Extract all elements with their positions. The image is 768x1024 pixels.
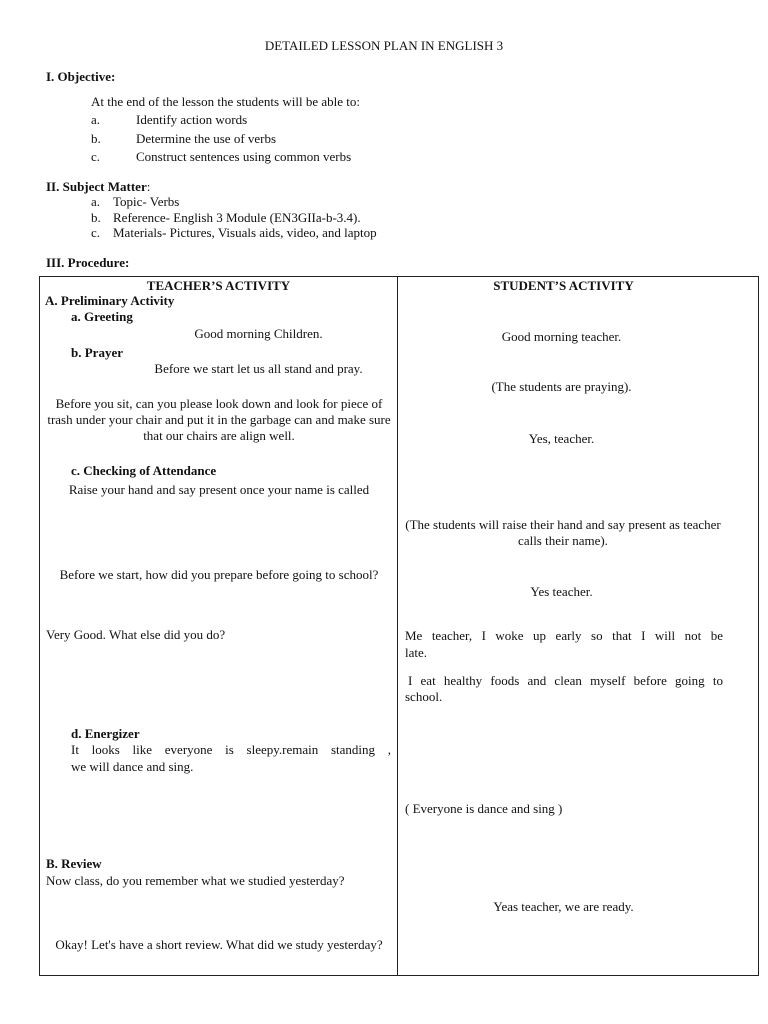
- attendance-instruction: Raise your hand and say present once your name is called: [68, 482, 370, 497]
- student-activity-header: STUDENT’S ACTIVITY: [493, 278, 634, 293]
- student-healthy-line2: school.: [405, 689, 443, 704]
- subject-matter-colon: :: [146, 179, 151, 194]
- very-good-question: Very Good. What else did you do?: [46, 627, 226, 642]
- student-yes-teacher: Yes, teacher.: [528, 431, 595, 446]
- greeting-text: Good morning Children.: [194, 326, 323, 341]
- objective-item-b: Determine the use of verbs: [136, 131, 277, 146]
- prepare-question: Before we start, how did you prepare before going to school?: [59, 567, 379, 582]
- objective-item-a: Identify action words: [136, 112, 248, 127]
- greeting-heading: a. Greeting: [71, 309, 133, 324]
- energizer-text-line1: It looks like everyone is sleepy.remain standing ,: [71, 742, 391, 757]
- student-healthy-line1: I eat healthy foods and clean myself before going to: [408, 673, 723, 688]
- student-yes-teacher-2: Yes teacher.: [530, 584, 593, 599]
- subject-item-reference: Reference- English 3 Module (EN3GIIa-b-3.4).: [113, 210, 361, 225]
- review-question: Now class, do you remember what we studied yesterday?: [46, 873, 345, 888]
- objective-item-marker-c: c.: [91, 149, 101, 164]
- procedure-heading: III. Procedure:: [46, 255, 130, 270]
- energizer-heading: d. Energizer: [71, 726, 140, 741]
- subject-matter-heading: II. Subject Matter: [46, 179, 147, 194]
- attendance-heading: c. Checking of Attendance: [71, 463, 217, 478]
- review-heading: B. Review: [46, 856, 102, 871]
- student-praying: (The students are praying).: [491, 379, 632, 394]
- student-ready: Yeas teacher, we are ready.: [493, 899, 634, 914]
- student-dance: ( Everyone is dance and sing ): [405, 801, 563, 816]
- subject-item-marker-b: b.: [91, 210, 101, 225]
- prayer-text: Before we start let us all stand and pray.: [154, 361, 363, 376]
- objective-heading: I. Objective:: [46, 69, 116, 84]
- subject-item-topic: Topic- Verbs: [113, 194, 180, 209]
- subject-item-marker-c: c.: [91, 225, 101, 240]
- student-woke-up-line1: Me teacher, I woke up early so that I will not be: [405, 628, 723, 643]
- prayer-heading: b. Prayer: [71, 345, 123, 360]
- objective-item-marker-a: a.: [91, 112, 101, 127]
- energizer-text-line2: we will dance and sing.: [71, 759, 194, 774]
- subject-matter-heading-line: [46, 179, 150, 195]
- objective-intro: At the end of the lesson the students will be able to:: [91, 94, 360, 109]
- teacher-activity-header: TEACHER’S ACTIVITY: [146, 278, 291, 293]
- student-woke-up-line2: late.: [405, 645, 428, 660]
- student-greeting-reply: Good morning teacher.: [501, 329, 622, 344]
- subject-item-materials: Materials- Pictures, Visuals aids, video, and laptop: [113, 225, 377, 240]
- objective-item-c: Construct sentences using common verbs: [136, 149, 352, 164]
- subject-item-marker-a: a.: [91, 194, 101, 209]
- trash-instruction: Before you sit, can you please look down and look for piece of trash under your chair and put it in the garbage can and make sure that our chairs are align well.: [47, 396, 391, 443]
- document-title: DETAILED LESSON PLAN IN ENGLISH 3: [264, 38, 504, 53]
- student-attendance-reply: (The students will raise their hand and say present as teacher calls their name).: [405, 517, 721, 548]
- short-review-question: Okay! Let's have a short review. What did we study yesterday?: [55, 937, 383, 952]
- preliminary-activity-heading: A. Preliminary Activity: [45, 293, 175, 308]
- objective-item-marker-b: b.: [91, 131, 101, 146]
